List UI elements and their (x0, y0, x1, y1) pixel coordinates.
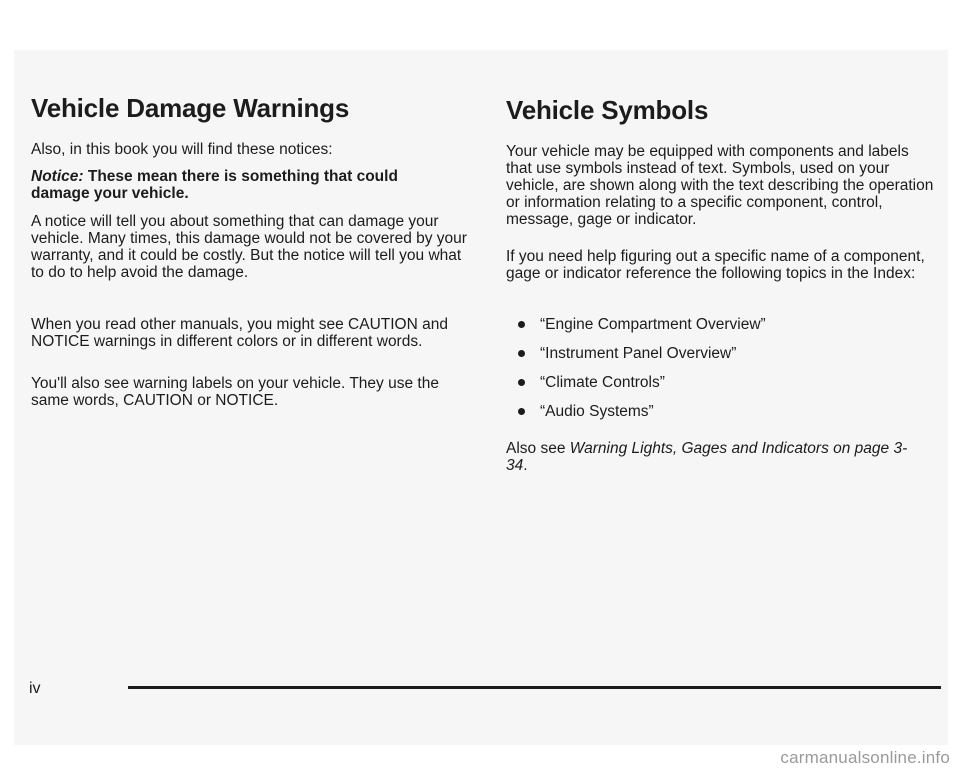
notice-text: These mean there is something that could damage your vehicle. (31, 168, 398, 202)
bullet-icon (518, 408, 525, 415)
caution-notice-paragraph: When you read other manuals, you might see CAUTION and NOTICE warnings in different colors or in different words. (31, 316, 448, 350)
notice-explanation-paragraph: A notice will tell you about something that can damage your vehicle. Many times, this damage would not be covered by your warranty, and it could be costly. But the notice will tell you what to do to help avoid the damage. (31, 213, 467, 281)
warning-lights-reference: Warning Lights, Gages and Indicators on page 3-34 (506, 440, 908, 474)
watermark-text: carmanualsonline.info (780, 748, 950, 767)
list-item (518, 345, 766, 374)
footer-rule (128, 686, 941, 689)
index-topic-engine-compartment: “Engine Compartment Overview” (540, 316, 766, 333)
notice-label: Notice: (31, 168, 84, 185)
bullet-icon (518, 350, 525, 357)
also-see-suffix: . (523, 457, 528, 474)
also-see-paragraph (506, 440, 926, 474)
index-topic-audio-systems: “Audio Systems” (540, 403, 654, 420)
list-item (518, 403, 766, 432)
vehicle-damage-warnings-heading: Vehicle Damage Warnings (31, 93, 350, 123)
also-see-prefix: Also see (506, 440, 570, 457)
index-topics-list (518, 316, 766, 432)
manual-page (14, 50, 948, 745)
list-item (518, 374, 766, 403)
intro-text: Also, in this book you will find these notices: (31, 141, 333, 158)
index-topic-climate-controls: “Climate Controls” (540, 374, 665, 391)
warning-labels-paragraph: You'll also see warning labels on your vehicle. They use the same words, CAUTION or NOTICE. (31, 375, 439, 409)
index-topic-instrument-panel: “Instrument Panel Overview” (540, 345, 737, 362)
notice-paragraph (31, 168, 451, 202)
vehicle-symbols-heading: Vehicle Symbols (506, 95, 709, 125)
bullet-icon (518, 321, 525, 328)
index-help-paragraph: If you need help figuring out a specific name of a component, gage or indicator reference the following topics in the Index: (506, 248, 925, 282)
symbols-explanation-paragraph: Your vehicle may be equipped with components and labels that use symbols instead of text. Symbols, used on your vehicle, are shown along with the text describing the operation or information relating to a specific component, control, message, gage or indicator. (506, 143, 934, 228)
list-item (518, 316, 766, 345)
page-number: iv (29, 680, 41, 697)
bullet-icon (518, 379, 525, 386)
